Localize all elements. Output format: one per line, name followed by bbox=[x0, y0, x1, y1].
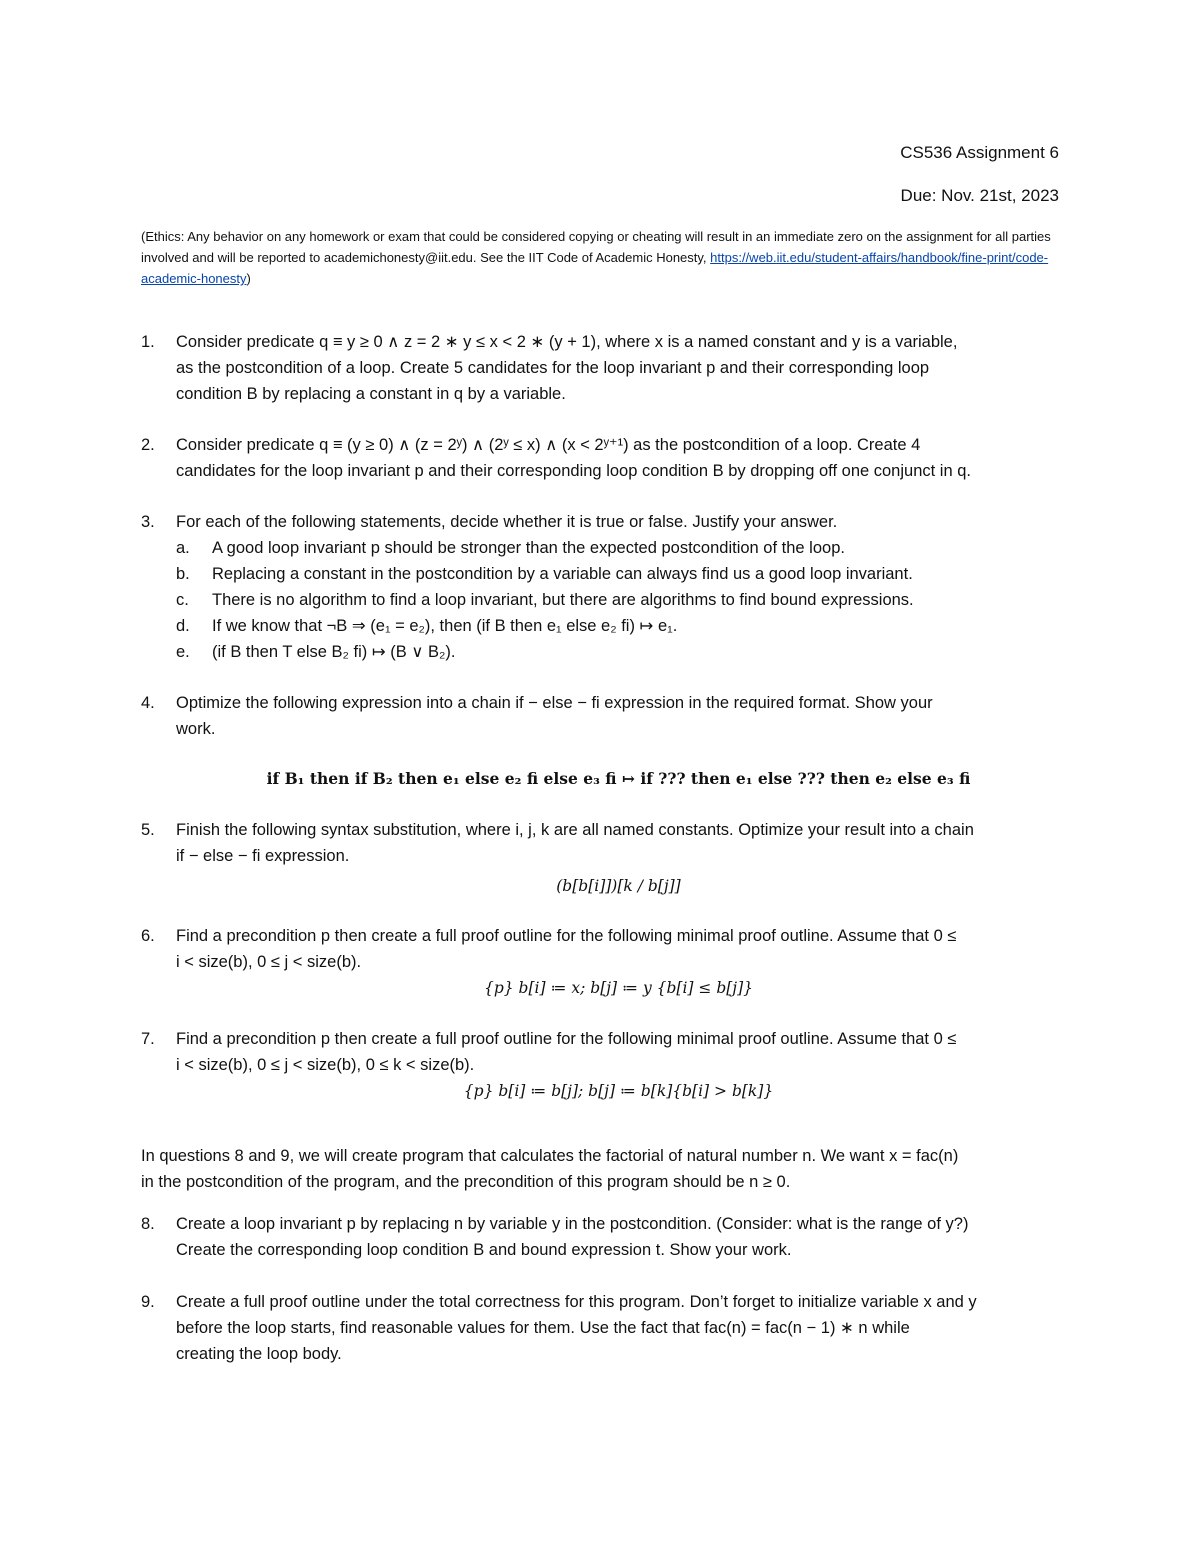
ethics-text: (Ethics: Any behavior on any homework or exam that could be considered copying or cheating will result in an immediate zero on the assignment for all parties involved and will be reported to academichonesty@iit.edu. See the IIT Code of Academic Honesty, bbox=[141, 229, 1051, 265]
question-9 bbox=[141, 1289, 1061, 1367]
list-item-letter: e. bbox=[176, 643, 190, 661]
list-item bbox=[176, 535, 1061, 561]
due-date: Due: Nov. 21st, 2023 bbox=[900, 186, 1059, 205]
question-line: if − else − fi expression. bbox=[176, 847, 350, 865]
list-item bbox=[176, 587, 1061, 613]
question-line: Consider predicate q ≡ (y ≥ 0) ∧ (z = 2ʸ) ∧ (2ʸ ≤ x) ∧ (x < 2ʸ⁺¹) as the postcondition of a loop. Create 4 bbox=[176, 436, 921, 454]
list-item-text: If we know that ¬B ⇒ (e₁ = e₂), then (if B then e₁ else e₂ fi) ↦ e₁. bbox=[212, 617, 678, 635]
question-line: as the postcondition of a loop. Create 5 candidates for the loop invariant p and their corresponding loop bbox=[176, 359, 930, 377]
paragraph-line: In questions 8 and 9, we will create program that calculates the factorial of natural number n. We want x = fac(n) bbox=[141, 1147, 959, 1165]
formula: {p} b[i] ≔ x; b[j] ≔ y {b[i] ≤ b[j]} bbox=[483, 979, 754, 997]
question-line: For each of the following statements, decide whether it is true or false. Justify your answer. bbox=[176, 513, 838, 531]
question-line: Find a precondition p then create a full proof outline for the following minimal proof outline. Assume that 0 ≤ bbox=[176, 927, 957, 945]
question-number: 1. bbox=[141, 333, 155, 351]
question-8 bbox=[141, 1211, 1061, 1263]
list-item-letter: d. bbox=[176, 617, 190, 635]
paragraph-line: in the postcondition of the program, and the precondition of this program should be n ≥ 0. bbox=[141, 1173, 791, 1191]
list-item bbox=[176, 561, 1061, 587]
formula: (b[b[i]])[k / b[j]] bbox=[556, 877, 681, 895]
list-item-text: (if B then T else B₂ fi) ↦ (B ∨ B₂). bbox=[212, 643, 456, 661]
list-item-text: A good loop invariant p should be stronger than the expected postcondition of the loop. bbox=[212, 539, 845, 557]
list-item-text: Replacing a constant in the postcondition by a variable can always find us a good loop invariant. bbox=[212, 565, 913, 583]
question-2 bbox=[141, 432, 1061, 484]
formula: {p} b[i] ≔ b[j]; b[j] ≔ b[k]{b[i] > b[k]} bbox=[463, 1082, 774, 1100]
question-line: before the loop starts, find reasonable values for them. Use the fact that fac(n) = fac(n − 1) ∗ n while bbox=[176, 1319, 910, 1337]
question-number: 6. bbox=[141, 927, 155, 945]
question-line: Finish the following syntax substitution, where i, j, k are all named constants. Optimize your result into a chain bbox=[176, 821, 974, 839]
question-line: i < size(b), 0 ≤ j < size(b), 0 ≤ k < size(b). bbox=[176, 1056, 475, 1074]
question-3 bbox=[141, 509, 1061, 665]
question-line: candidates for the loop invariant p and their corresponding loop condition B by dropping off one conjunct in q. bbox=[176, 462, 971, 480]
question-5 bbox=[141, 817, 1061, 899]
question-number: 2. bbox=[141, 436, 155, 454]
question-6 bbox=[141, 923, 1061, 1001]
academic-honesty-link[interactable]: https://web.iit.edu/student-affairs/handbook/fine-print/code-academic-honesty bbox=[141, 250, 1049, 286]
list-item-letter: a. bbox=[176, 539, 190, 557]
question-number: 8. bbox=[141, 1215, 155, 1233]
course-title: CS536 Assignment 6 bbox=[900, 143, 1059, 162]
ethics-notice bbox=[141, 226, 1061, 289]
question-number: 4. bbox=[141, 694, 155, 712]
question-line: Create the corresponding loop condition B and bound expression t. Show your work. bbox=[176, 1241, 792, 1259]
question-line: Create a loop invariant p by replacing n by variable y in the postcondition. (Consider: what is the range of y?) bbox=[176, 1215, 969, 1233]
question-4-formula-block bbox=[141, 766, 1061, 792]
question-line: condition B by replacing a constant in q by a variable. bbox=[176, 385, 566, 403]
question-number: 7. bbox=[141, 1030, 155, 1048]
list-item bbox=[176, 639, 1061, 665]
list-item-letter: c. bbox=[176, 591, 189, 609]
question-line: Optimize the following expression into a chain if − else − fi expression in the required format. Show your bbox=[176, 694, 933, 712]
list-item-text: There is no algorithm to find a loop invariant, but there are algorithms to find bound expressions. bbox=[212, 591, 914, 609]
list-item bbox=[176, 613, 1061, 639]
question-7 bbox=[141, 1026, 1061, 1104]
ethics-close: ) bbox=[246, 271, 251, 286]
list-item-letter: b. bbox=[176, 565, 190, 583]
formula: if B₁ then if B₂ then e₁ else e₂ fi else e₃ fi ↦ if ??? then e₁ else ??? then e₂ else e₃ fi bbox=[266, 769, 971, 788]
question-line: work. bbox=[176, 720, 216, 738]
question-line: creating the loop body. bbox=[176, 1345, 342, 1363]
intro-paragraph bbox=[141, 1143, 1061, 1195]
question-number: 5. bbox=[141, 821, 155, 839]
question-line: Find a precondition p then create a full proof outline for the following minimal proof outline. Assume that 0 ≤ bbox=[176, 1030, 957, 1048]
question-line: i < size(b), 0 ≤ j < size(b). bbox=[176, 953, 362, 971]
question-1 bbox=[141, 329, 1061, 407]
question-line: Consider predicate q ≡ y ≥ 0 ∧ z = 2 ∗ y ≤ x < 2 ∗ (y + 1), where x is a named constant and y is a variable, bbox=[176, 333, 958, 351]
question-line: Create a full proof outline under the total correctness for this program. Don’t forget to initialize variable x and y bbox=[176, 1293, 977, 1311]
question-number: 3. bbox=[141, 513, 155, 531]
question-number: 9. bbox=[141, 1293, 155, 1311]
question-4 bbox=[141, 690, 1061, 742]
